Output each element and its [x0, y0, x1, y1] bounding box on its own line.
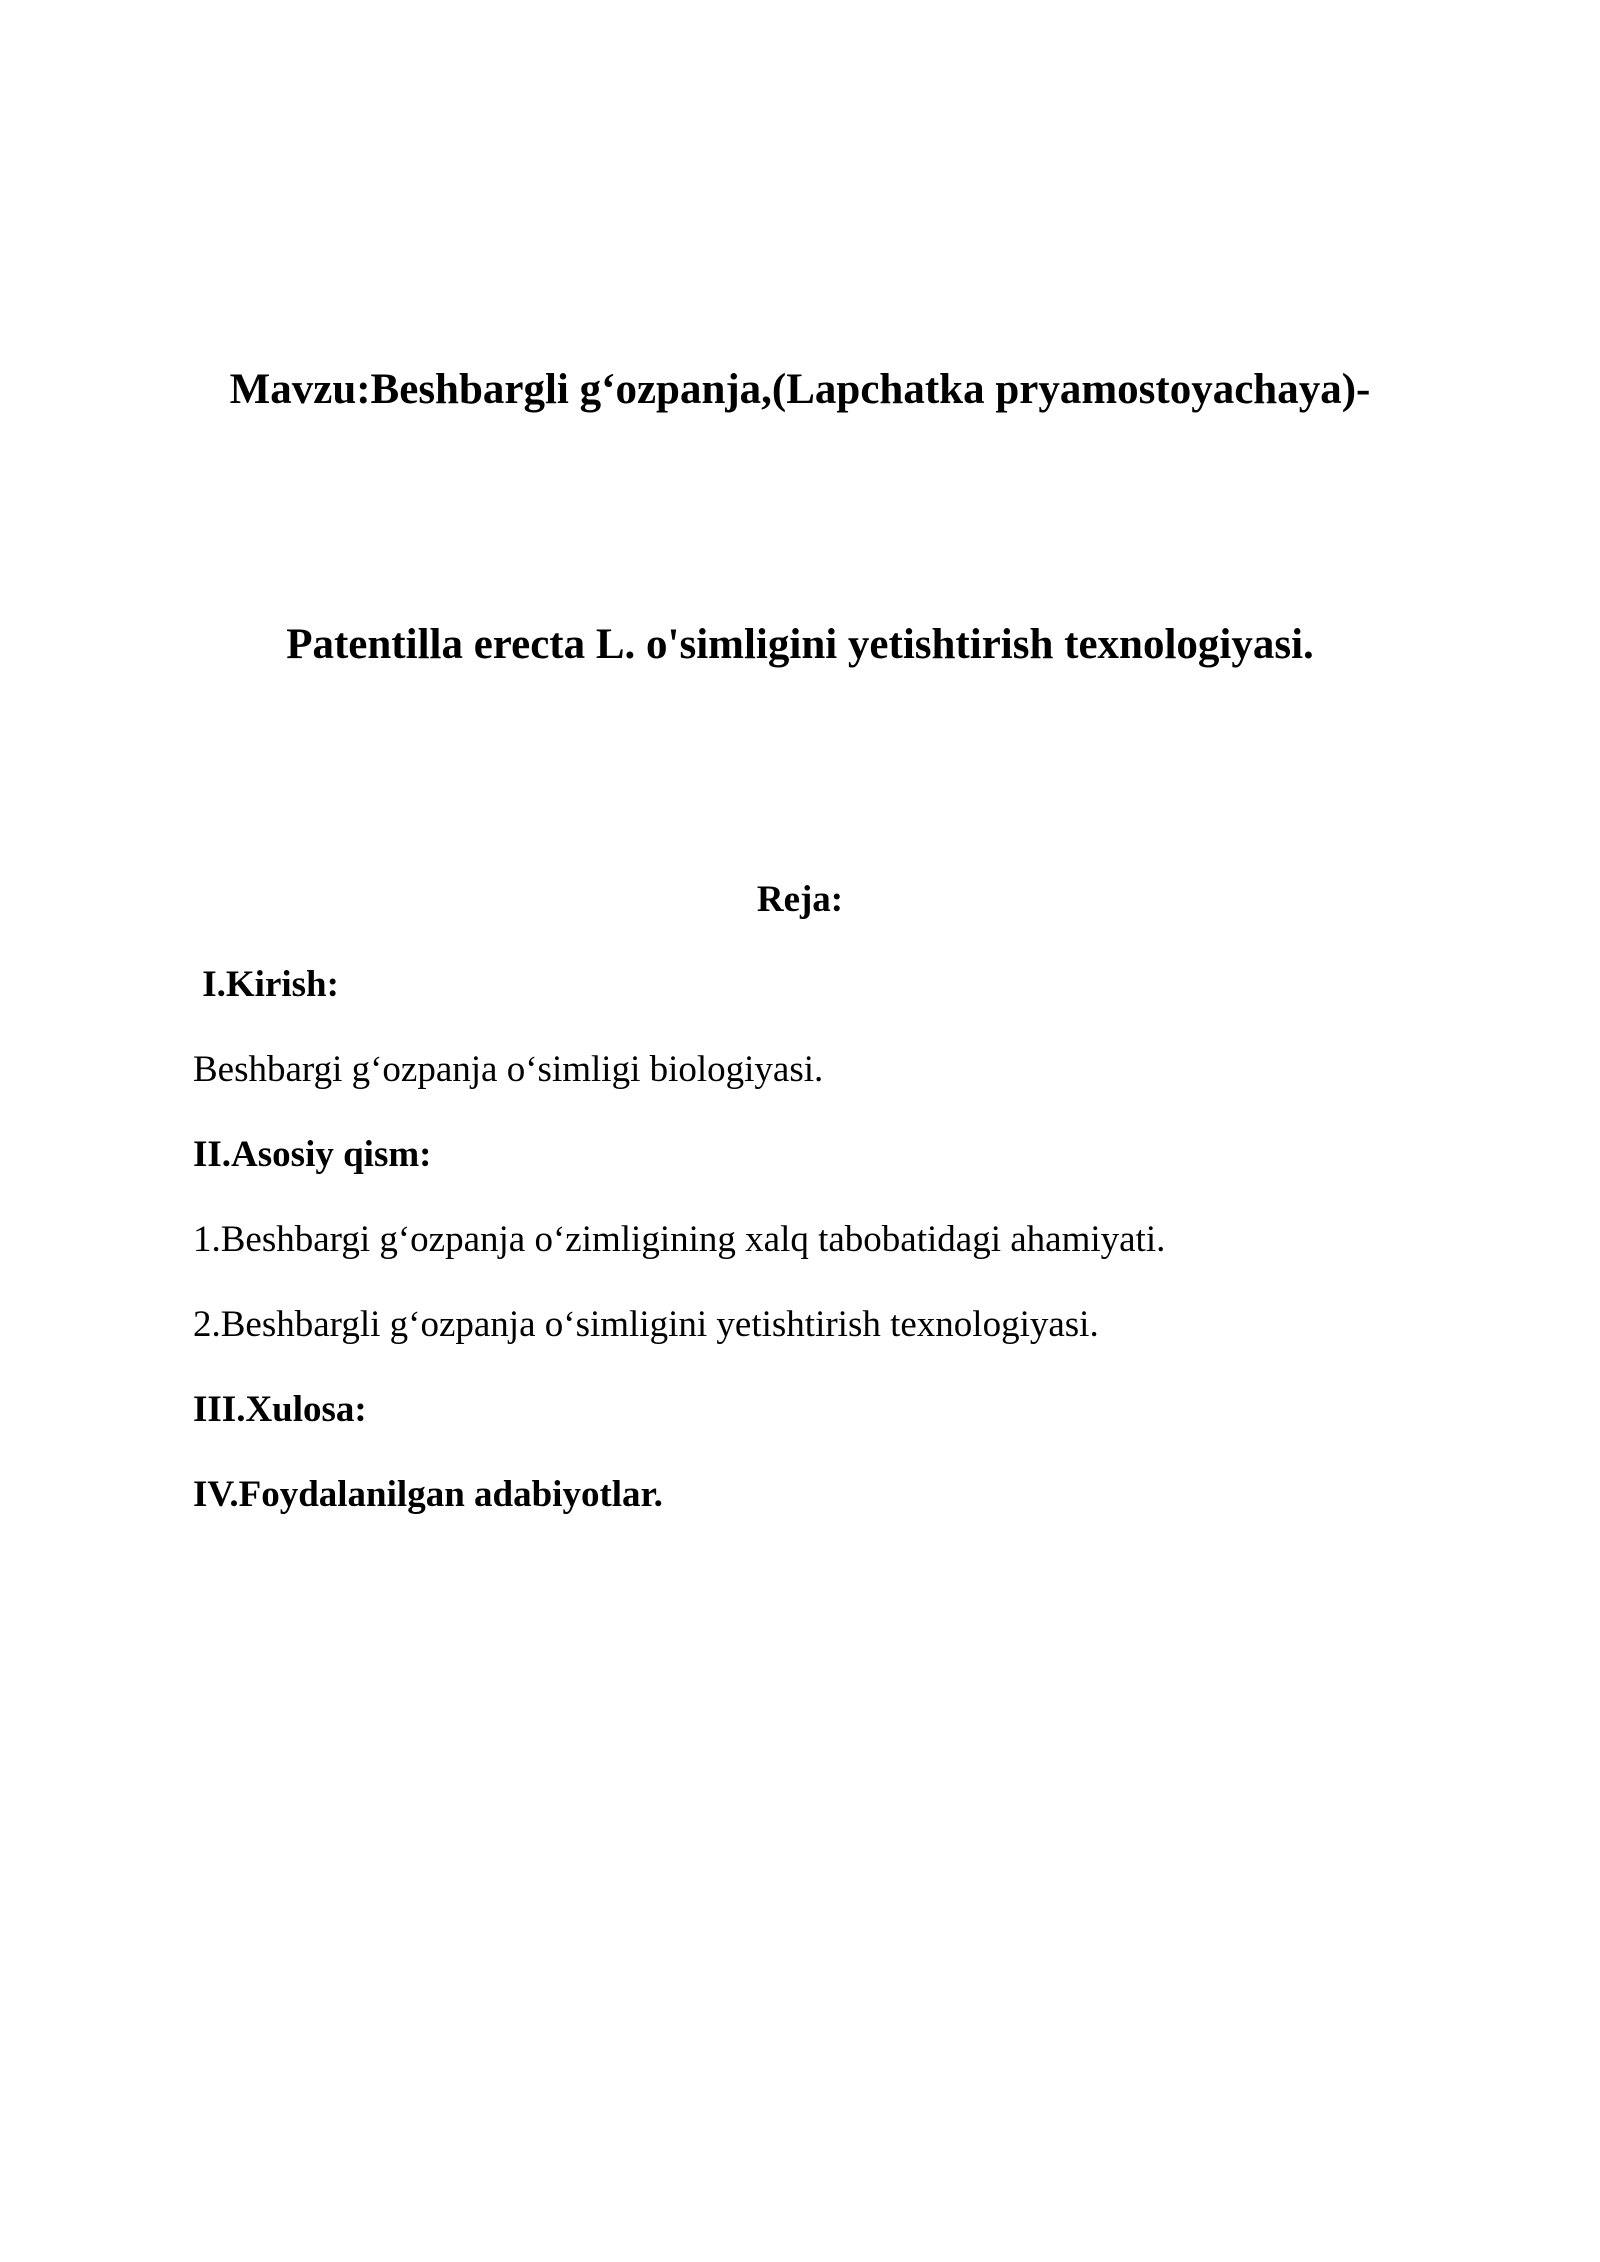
outline-heading-kirish: I.Kirish: — [193, 964, 339, 1005]
plan-heading: Reja: — [756, 879, 844, 920]
outline-item-1: 1.Beshbargi g‘ozpanja o‘zimligining xalq tabobatidagi ahamiyati. — [193, 1219, 1166, 1260]
document-title-line-2: Patentilla erecta L. o'simligini yetishtirish texnologiyasi. — [286, 621, 1314, 668]
outline-heading-xulosa: III.Xulosa: — [193, 1389, 367, 1430]
outline-item-kirish-body: Beshbargi g‘ozpanja o‘simligi biologiyasi. — [193, 1049, 824, 1090]
outline-item-2: 2.Beshbargli g‘ozpanja o‘simligini yetishtirish texnologiyasi. — [193, 1304, 1099, 1345]
outline-heading-adabiyotlar: IV.Foydalanilgan adabiyotlar. — [193, 1474, 663, 1515]
outline-heading-asosiy-qism: II.Asosiy qism: — [193, 1134, 432, 1175]
document-title — [193, 177, 1407, 857]
document-title-line-1: Mavzu:Beshbargli g‘ozpanja,(Lapchatka pryamostoyachaya)- — [229, 366, 1371, 413]
